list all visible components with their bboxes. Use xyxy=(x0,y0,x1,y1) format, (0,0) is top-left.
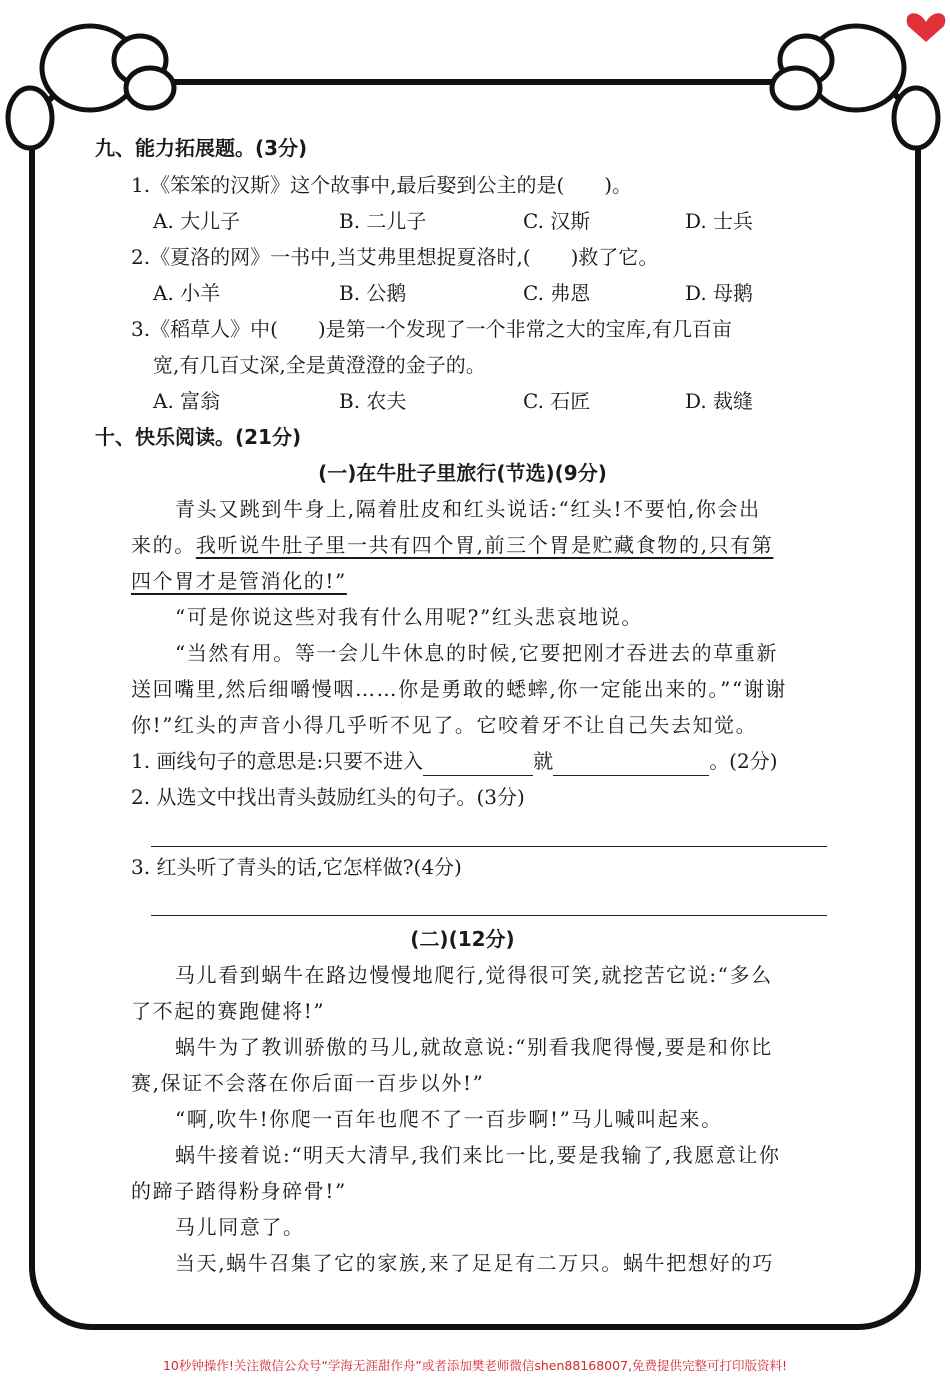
passage2-p4-line1: 蜗牛接着说:“明天大清早,我们来比一比,要是我输了,我愿意让你 xyxy=(175,1143,781,1167)
question-2-options xyxy=(153,278,793,308)
option-b: B. 公鹅 xyxy=(339,281,407,305)
option-d: D. 母鹅 xyxy=(685,281,754,305)
passage1-title: (一)在牛肚子里旅行(节选)(9分) xyxy=(318,461,607,485)
option-c: C. 石匠 xyxy=(523,389,591,413)
underlined-sentence: 我听说牛肚子里一共有四个胃,前三个胃是贮藏食物的,只有第 xyxy=(195,533,774,557)
option-c: C. 弗恩 xyxy=(523,281,591,305)
underlined-sentence-end: 四个胃才是管消化的!” xyxy=(131,569,347,593)
option-a: A. 大儿子 xyxy=(153,209,241,233)
option-b: B. 农夫 xyxy=(339,389,407,413)
answer-blank-1[interactable] xyxy=(423,753,533,776)
question-3-line2: 宽,有几百丈深,全是黄澄澄的金子的。 xyxy=(153,353,486,377)
answer-blank-2[interactable] xyxy=(553,753,709,776)
option-a: A. 富翁 xyxy=(153,389,221,413)
passage2-p5: 马儿同意了。 xyxy=(175,1215,305,1239)
section10-heading: 十、快乐阅读。(21分) xyxy=(95,425,302,449)
q1-text-a: 1. 画线句子的意思是:只要不进入 xyxy=(131,749,424,773)
promo-footer: 10秒钟操作!关注微信公众号“学海无涯甜作舟”或者添加樊老师微信shen88168007,免费提供完整可打印版资料! xyxy=(162,1358,788,1373)
option-b: B. 二儿子 xyxy=(339,209,427,233)
passage2-p2-line2: 赛,保证不会落在你后面一百步以外!” xyxy=(131,1071,485,1095)
option-a: A. 小羊 xyxy=(153,281,221,305)
heart-icon xyxy=(907,13,946,42)
q1-text-c: 。(2分) xyxy=(709,749,778,773)
left-hand-icon xyxy=(8,26,174,148)
section9-heading: 九、能力拓展题。(3分) xyxy=(95,136,308,160)
question-3-line1: 3.《稻草人》中( )是第一个发现了一个非常之大的宝库,有几百亩 xyxy=(131,317,733,341)
option-d: D. 裁缝 xyxy=(685,389,754,413)
option-c: C. 汉斯 xyxy=(523,209,591,233)
passage2-p2-line1: 蜗牛为了教训骄傲的马儿,就故意说:“别看我爬得慢,要是和你比 xyxy=(175,1035,773,1059)
passage1-p3-line3: 你!”红头的声音小得几乎听不见了。它咬着牙不让自己失去知觉。 xyxy=(131,713,758,737)
passage2-title: (二)(12分) xyxy=(410,927,515,951)
passage2-p6: 当天,蜗牛召集了它的家族,来了足足有二万只。蜗牛把想好的巧 xyxy=(175,1251,775,1275)
passage1-p2: “可是你说这些对我有什么用呢?”红头悲哀地说。 xyxy=(175,605,643,629)
passage1-p3-line2: 送回嘴里,然后细嚼慢咽……你是勇敢的蟋蟀,你一定能出来的。”“谢谢 xyxy=(131,677,787,701)
passage1-question-3: 3. 红头听了青头的话,它怎样做?(4分) xyxy=(131,855,462,879)
passage1-p3-line1: “当然有用。等一会儿牛休息的时候,它要把刚才吞进去的草重新 xyxy=(175,641,778,665)
answer-line-q2[interactable] xyxy=(151,846,827,847)
question-1-options xyxy=(153,206,793,236)
answer-line-q3[interactable] xyxy=(151,915,827,916)
option-d: D. 士兵 xyxy=(685,209,754,233)
passage1-p1-line3 xyxy=(131,566,347,596)
passage1-question-2: 2. 从选文中找出青头鼓励红头的句子。(3分) xyxy=(131,785,525,809)
passage2-p1-line2: 了不起的赛跑健将!” xyxy=(131,999,326,1023)
passage1-question-1 xyxy=(131,746,778,776)
q1-text-b: 就 xyxy=(533,749,554,773)
question-1: 1.《笨笨的汉斯》这个故事中,最后娶到公主的是( )。 xyxy=(131,173,633,197)
right-hand-icon xyxy=(772,26,938,148)
passage2-p3: “啊,吹牛!你爬一百年也爬不了一百步啊!”马儿喊叫起来。 xyxy=(175,1107,723,1131)
passage1-p1-line2 xyxy=(131,530,773,560)
passage2-p1-line1: 马儿看到蜗牛在路边慢慢地爬行,觉得很可笑,就挖苦它说:“多么 xyxy=(175,963,773,987)
passage1-p1-line1: 青头又跳到牛身上,隔着肚皮和红头说话:“红头!不要怕,你会出 xyxy=(175,497,761,521)
passage2-p4-line2: 的蹄子踏得粉身碎骨!” xyxy=(131,1179,347,1203)
question-2: 2.《夏洛的网》一书中,当艾弗里想捉夏洛时,( )救了它。 xyxy=(131,245,659,269)
question-3-options xyxy=(153,386,793,416)
passage1-p1-plain: 来的。 xyxy=(131,533,196,557)
